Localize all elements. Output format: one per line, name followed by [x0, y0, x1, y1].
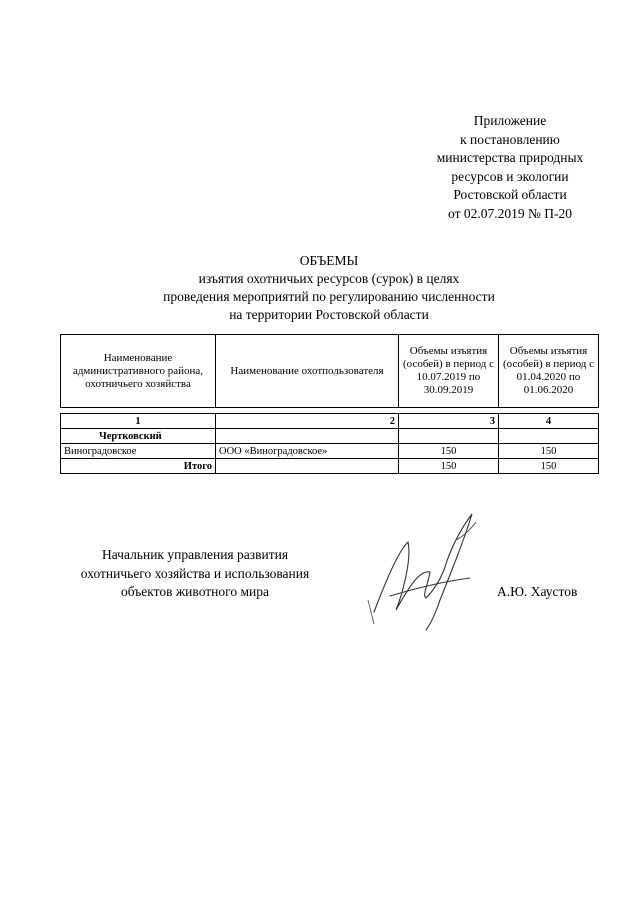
title-line: изъятия охотничьих ресурсов (сурок) в целях — [198, 271, 460, 286]
title-line: проведения мероприятий по регулированию численности — [163, 289, 495, 304]
signer-name: А.Ю. Хаустов — [497, 584, 578, 599]
total-row — [61, 459, 599, 474]
district-name: Чертковский — [61, 429, 216, 444]
document-title — [60, 252, 598, 324]
table-row — [61, 444, 599, 459]
header-user: Наименование охотпользователя — [216, 335, 399, 408]
handwritten-signature — [360, 500, 500, 640]
district-row — [61, 429, 599, 444]
volumes-table — [60, 334, 599, 474]
header-period-1: Объемы изъятия (особей) в период с 10.07.2019 по 30.09.2019 — [399, 335, 499, 408]
appendix-line: к постановлению — [460, 131, 560, 147]
area-name: Виноградовское — [61, 444, 216, 459]
column-number: 4 — [499, 414, 599, 429]
appendix-line: министерства природных — [436, 150, 584, 165]
column-number: 3 — [399, 414, 499, 429]
header-district: Наименование административного района, охотничьего хозяйства — [61, 335, 216, 408]
appendix-line: Ростовской области — [453, 187, 567, 202]
position-line: объектов животного мира — [121, 584, 269, 599]
total-label: Итого — [61, 459, 216, 474]
header-period-2: Объемы изъятия (особей) в период с 01.04.2020 по 01.06.2020 — [499, 335, 599, 408]
user-name: ООО «Виноградовское» — [216, 444, 399, 459]
column-number-row — [61, 414, 599, 429]
period-1-value: 150 — [399, 444, 499, 459]
table-header-row — [61, 335, 599, 408]
title-heading: ОБЪЕМЫ — [299, 253, 359, 268]
position-line: Начальник управления развития — [101, 547, 289, 562]
appendix-line: Приложение — [473, 113, 547, 128]
total-period-2: 150 — [499, 459, 599, 474]
appendix-line: ресурсов и экологии — [451, 168, 569, 184]
total-period-1: 150 — [399, 459, 499, 474]
column-number: 1 — [61, 414, 216, 429]
position-line: охотничьего хозяйства и использования — [80, 565, 310, 581]
appendix-line: от 02.07.2019 № П-20 — [448, 205, 572, 221]
appendix-block — [400, 112, 620, 223]
signer-position — [50, 546, 340, 602]
column-number: 2 — [216, 414, 399, 429]
title-line: на территории Ростовской области — [229, 307, 429, 322]
period-2-value: 150 — [499, 444, 599, 459]
